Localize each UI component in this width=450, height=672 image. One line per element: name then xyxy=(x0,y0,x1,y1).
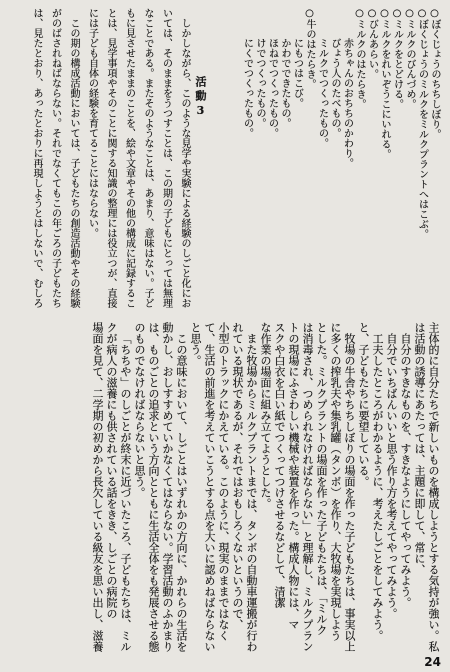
text-line: がのばされねばならない。それでなくてもこの年ごろの子どもたち xyxy=(49,8,61,308)
paragraph xyxy=(188,322,258,658)
text-line: は消毒され、つめられなければならない」と理解し、ミルクプラン xyxy=(301,322,314,652)
text-line: トの現場にふさわしい機械や装置を作った。構成人物には、マ xyxy=(287,322,300,630)
text-line: 場面を見て、二学期の初めから長欠している級友を思い出し、滋養 xyxy=(91,322,104,652)
request-line: 自分でいちばんいいと思う作り方を考えてやってみよう。 xyxy=(385,333,398,619)
activity-item: ○牛のはたらき。 xyxy=(304,8,315,89)
text-line: 主体的に自分たちで新しいものを構成しようとする気持が強い。私 xyxy=(427,322,440,652)
upper-tier xyxy=(27,8,441,314)
teacher-requests xyxy=(370,322,412,658)
activity-item: ○ミルクのはたらき。 xyxy=(354,8,365,109)
text-line: とした。ミルクプラントの場面を作った子どもたちは、「ミルク xyxy=(315,322,328,636)
activity-item: ○びんあらい。 xyxy=(366,8,378,79)
text-line: れている現状であるが、それではおもしろくないというので、 xyxy=(231,322,244,630)
paragraph-continued xyxy=(412,322,440,658)
text-line: しかしながら、このような見学や実験による経験のしごと化にお xyxy=(179,18,190,308)
text-line: と、子どもたちに要望している。 xyxy=(357,322,370,487)
page-number: 24 xyxy=(424,655,441,669)
activity-item: ○ミルクをとどける。 xyxy=(391,8,403,109)
paragraph xyxy=(82,8,193,314)
paragraph xyxy=(27,8,83,314)
lower-tier xyxy=(90,322,440,658)
activity-subitem: かわでできたもの。 xyxy=(279,38,290,128)
activity-item: ○ミルクをれいぞうこにいれる。 xyxy=(379,8,390,159)
activity-subitem: にもつはこび。 xyxy=(291,38,303,108)
text-line: クが病人の滋養にも供されている話をきき、しごとの病院の xyxy=(105,322,118,619)
body-text xyxy=(27,8,194,314)
paragraph xyxy=(132,322,188,658)
text-line: は、見たとおり、あったとおりに再現しようとはしないで、むしろ xyxy=(31,8,42,308)
text-line: は、ものごとの追求という方向とともに生活全体をも発展させる態 xyxy=(147,322,160,652)
request-line: 自分のすきなものを、すきなようにしてやってみよう。 xyxy=(399,333,412,608)
text-line: もに見させたままのことを、絵や文章やその他の構成に記録するこ xyxy=(123,8,135,308)
text-line: な作業の場面に組み立てようとした。 xyxy=(259,322,272,509)
text-line: は活動の誘導にあたっては、主題に即して、常に、 xyxy=(413,322,426,575)
activity-subitem: ミルクでつくったもの。 xyxy=(316,38,328,148)
text-line: て、生活の前進を考えていこうとする点を大いに認めねばならない xyxy=(203,322,216,652)
text-line: 動かし、おしすすめていかなくてはならない。学習活動のふかまり xyxy=(161,322,174,652)
text-line: 小型のトラックにかえている。このように、現実のままではなく xyxy=(217,322,230,641)
text-line: に多くの搾乳夫や集乳罐（タンボ）を作り、大牧場を実現しよう xyxy=(329,322,342,641)
text-line: 「ちちや」のしごとが終末に近づいたころ、子どもたちは、ミル xyxy=(119,333,132,652)
text-line: と思う。 xyxy=(189,322,202,366)
activity-list xyxy=(240,8,440,314)
paragraph xyxy=(90,322,132,658)
activity-subitem: けでつくったもの。 xyxy=(254,38,265,128)
activity-item: ○ぼくじょうのちちしぼり。 xyxy=(429,8,440,139)
request-line: 工夫したところがわかるように、考えたしごとをしてみよう。 xyxy=(371,333,384,641)
section-heading: 活動3 xyxy=(194,76,207,120)
text-line: この意味において、しごとはいずれかの方向に、かれらの生活を xyxy=(175,333,188,652)
activity-subitem: びょう人のたべもの。 xyxy=(329,38,340,138)
paragraph xyxy=(258,322,356,658)
activity-subitem: にくでつくったもの。 xyxy=(241,38,253,138)
text-line: いては、そのままをうつすことは、この期の子どもにとっては無理 xyxy=(160,8,172,308)
text-line: 牧場の牛舎やちちしぼりの場面を作った子どもたちは、事実以上 xyxy=(343,333,356,652)
text-line: なことである。またそのようなことは、あまり、意味はない。子ど xyxy=(142,8,153,308)
activity-item: ○ぼくじょうのミルクをミルクプラントへはこぶ。 xyxy=(416,8,428,239)
activity-item: ○ミルクのびんづめ。 xyxy=(404,8,415,109)
text-line: また牧場からミルクプラントまでは、タンボの自動車運搬が行わ xyxy=(245,333,258,652)
activity-subitem: ほねでつくったもの。 xyxy=(266,38,278,138)
activity-subitem: 赤ちゃんのおちちのかわり。 xyxy=(341,38,353,168)
text-line: とは、見学事項やそのことに関する知識の整理には役立つが、直接 xyxy=(105,8,116,308)
text-line: のものでなければならないと思う。 xyxy=(133,322,146,498)
text-line: スクや白衣を白い紙でつくってつけさせるなどして、清潔 xyxy=(273,322,286,608)
text-line: この期の構成活動においては、子どもたちの創造活動やその経験 xyxy=(68,18,79,308)
text-line: には子ども自体の経験を育てることにはならない。 xyxy=(86,8,98,238)
